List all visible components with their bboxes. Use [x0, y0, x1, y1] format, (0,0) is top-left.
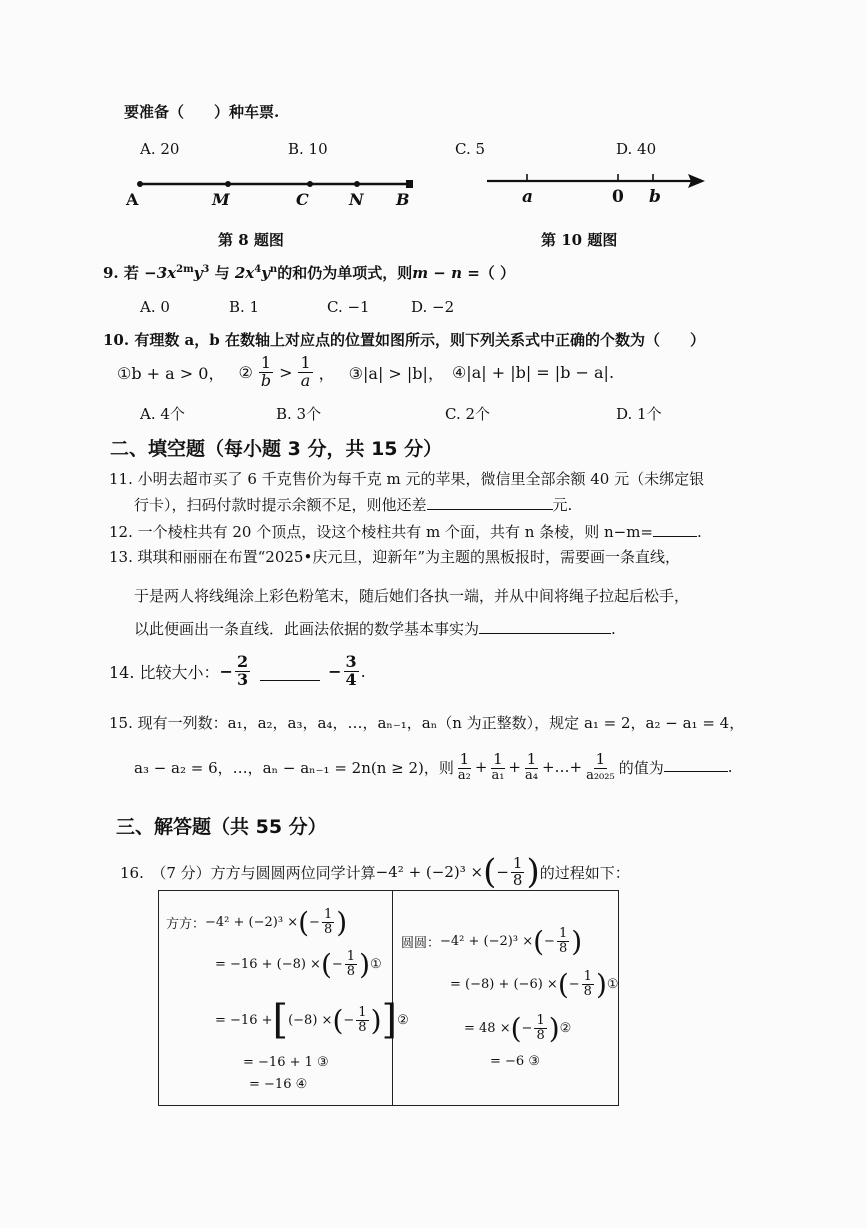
q9-stem: 9. 若 $-3x^{2m}y^3$ 与 $2x^4y^n$的和仍为单项式，则m − n =（ ） — [103, 264, 516, 282]
fangfang-line-2 — [215, 997, 409, 1043]
q15-frac-3: $\frac{1}{\text{a₄}}$ — [524, 750, 538, 783]
q13-blank[interactable] — [479, 633, 611, 634]
q11-line-1: 11. 小明去超市买了 6 千克售价为每千克 m 元的苹果，微信里全部余额 40 元（未绑定银 — [109, 470, 705, 488]
q9-option-a: A. 0 — [140, 298, 170, 316]
q9-option-d: D. −2 — [411, 298, 455, 316]
frac-one-eighth: $\frac{1}{8}$ — [536, 1013, 545, 1043]
right-paren: ) — [548, 1012, 560, 1045]
step-1-mark: ① — [606, 977, 619, 992]
q13-line-2: 于是两人将线绳涂上彩色粉笔末，随后她们各执一端，并从中间将绳子拉起后松手， — [134, 587, 690, 605]
fangfang-line-4: = −16 ④ — [249, 1077, 308, 1092]
relation-1: ①b + a > 0， — [117, 363, 225, 383]
minus-sign: − — [544, 934, 555, 949]
right-bracket: ] — [381, 997, 398, 1043]
q14-tail: . — [360, 661, 366, 681]
frac-one-eighth: $\frac{1}{8}$ — [583, 969, 592, 999]
left-paren: ( — [510, 1012, 522, 1045]
point-b-dot — [406, 180, 413, 188]
q16-suffix: 的过程如下： — [539, 863, 630, 882]
figure-10-caption: 第 10 题图 — [541, 231, 618, 249]
yuanyuan-label: 圆圆： — [401, 936, 441, 951]
q12-blank[interactable] — [653, 536, 697, 537]
right-paren: ) — [370, 1003, 382, 1037]
label-b: B — [396, 190, 410, 209]
yuanyuan-line-2 — [464, 1012, 571, 1045]
q9-option-c: C. −1 — [327, 298, 370, 316]
left-paren: ( — [483, 852, 497, 892]
label-c: C — [296, 190, 309, 209]
q10-option-a: A. 4个 — [140, 405, 185, 423]
q16-prefix: 16. （7 分）方方与圆圆两位同学计算 — [120, 863, 376, 882]
figure-8-caption: 第 8 题图 — [218, 231, 284, 249]
right-paren: ) — [336, 906, 348, 939]
minus-sign: − — [568, 977, 580, 992]
q14-neg-2: − — [328, 661, 342, 681]
q15-recurrence: a₃ − a₂ = 6，…，aₙ − aₙ₋₁ = 2n(n ≥ 2)，则 — [134, 758, 454, 777]
q8-option-c: C. 5 — [455, 140, 486, 158]
yuanyuan-step-1: = (−8) + (−6) × — [450, 977, 558, 992]
step-1-mark: ① — [370, 957, 382, 972]
q14-prefix: 14. 比较大小： — [109, 662, 220, 682]
q14-neg-1: − — [219, 661, 233, 681]
q15-dots: +…+ — [541, 758, 583, 777]
point-n-dot — [354, 181, 360, 187]
point-m-dot — [225, 181, 231, 187]
q15-plus-2: + — [508, 758, 521, 777]
q10-stem: 10. 有理数 a，b 在数轴上对应点的位置如图所示，则下列关系式中正确的个数为（ ） — [103, 331, 705, 349]
relation-2-frac-left: $\frac{1}{b}$ — [260, 353, 272, 390]
frac-one-eighth: $\frac{1}{8}$ — [346, 949, 356, 979]
q15-line-2 — [134, 752, 733, 782]
label-b-fig10: b — [649, 187, 661, 207]
q16-frac: $\frac{1}{8}$ — [512, 853, 523, 889]
yuanyuan-line-0 — [401, 925, 582, 958]
frac-one-eighth: $\frac{1}{8}$ — [558, 926, 568, 956]
q14-frac-2: $\frac{3}{4}$ — [345, 652, 357, 689]
relation-3: ③|a| > |b|， — [348, 363, 444, 383]
q14-blank[interactable] — [260, 680, 320, 681]
fangfang-step-2-inner: (−8) × — [288, 1012, 333, 1028]
right-paren: ) — [526, 852, 540, 892]
q14 — [109, 654, 366, 689]
q8-option-a: A. 20 — [140, 140, 180, 158]
section-3-heading: 三、解答题（共 55 分） — [116, 816, 327, 838]
q8-option-b: B. 10 — [288, 140, 328, 158]
figure-10-number-line — [485, 168, 710, 196]
label-m: M — [212, 190, 230, 209]
q15-frac-4: $\frac{1}{\text{a₂₀₂₅}}$ — [586, 750, 615, 783]
yuanyuan-expression: −4² + (−2)³ × — [440, 934, 534, 949]
q16-expression: −4² + (−2)³ × — [375, 863, 484, 881]
q15-value-label: 的值为 — [618, 758, 664, 777]
left-paren: ( — [332, 1003, 344, 1037]
fangfang-expression: −4² + (−2)³ × — [205, 915, 299, 930]
relation-2-op: > — [279, 362, 293, 382]
left-paren: ( — [557, 968, 569, 1001]
q9-option-b: B. 1 — [229, 298, 260, 316]
yuanyuan-line-3: = −6 ③ — [490, 1054, 540, 1069]
q16-stem — [120, 852, 630, 892]
minus-sign: − — [343, 1012, 355, 1028]
q10-option-c: C. 2个 — [445, 405, 491, 423]
fangfang-line-1 — [215, 948, 382, 981]
left-paren: ( — [533, 925, 545, 958]
q15-end: . — [727, 758, 733, 777]
frac-one-eighth: $\frac{1}{8}$ — [323, 907, 333, 937]
q13-line-1: 13. 琪琪和丽丽在布置“2025•庆元旦，迎新年”为主题的黑板报时，需要画一条直线， — [109, 548, 680, 566]
fangfang-label: 方方： — [166, 917, 206, 932]
minus-sign: − — [521, 1021, 533, 1036]
q13-line-3: 以此便画出一条直线．此画法依据的数学基本事实为 . — [134, 620, 616, 638]
q15-frac-2: $\frac{1}{\text{a₁}}$ — [491, 750, 505, 783]
label-n: N — [349, 190, 364, 209]
q8-stem-tail: 要准备（ ）种车票. — [124, 103, 280, 121]
q15-line-1: 15. 现有一列数：a₁，a₂，a₃，a₄，…，aₙ₋₁，aₙ（n 为正整数），规定 a₁ = 2，a₂ − a₁ = 4， — [109, 714, 745, 732]
left-paren: ( — [298, 906, 310, 939]
q15-blank[interactable] — [664, 771, 728, 772]
q15-plus-1: + — [474, 758, 488, 777]
relation-2-tail: ， — [318, 363, 335, 383]
minus-sign: − — [496, 863, 509, 881]
right-paren: ) — [595, 968, 607, 1001]
point-a-dot — [137, 181, 143, 187]
fangfang-line-3: = −16 + 1 ③ — [243, 1055, 329, 1070]
q10-option-b: B. 3个 — [276, 405, 322, 423]
left-bracket: [ — [272, 997, 289, 1043]
label-a-fig10: a — [522, 187, 534, 207]
yuanyuan-line-1 — [450, 968, 619, 1001]
yuanyuan-step-2: = 48 × — [464, 1021, 511, 1036]
relation-4: ④|a| + |b| = |b − a|. — [451, 362, 615, 382]
q15-frac-1: $\frac{1}{\text{a₂}}$ — [457, 750, 471, 783]
q14-frac-1: $\frac{2}{3}$ — [236, 652, 249, 689]
q10-option-d: D. 1个 — [616, 405, 662, 423]
fangfang-step-1: = −16 + (−8) × — [215, 957, 321, 972]
relation-2-frac-right: $\frac{1}{a}$ — [300, 353, 311, 390]
q8-option-d: D. 40 — [616, 140, 657, 158]
label-a: A — [126, 190, 139, 209]
fangfang-step-2: = −16 + — [215, 1012, 273, 1028]
q10-relations — [117, 355, 614, 390]
right-paren: ) — [359, 948, 371, 981]
q11-blank[interactable] — [427, 509, 553, 510]
q11-line-2: 行卡），扫码付款时提示余额不足，则他还差 元. — [134, 496, 573, 514]
figure-8-segment — [125, 172, 425, 212]
section-2-heading: 二、填空题（每小题 3 分，共 15 分） — [110, 438, 443, 460]
right-paren: ) — [571, 925, 583, 958]
q12: 12. 一个棱柱共有 20 个顶点，设这个棱柱共有 m 个面，共有 n 条棱，则 n−m= . — [109, 523, 702, 541]
minus-sign: − — [331, 957, 343, 972]
step-2-mark: ② — [559, 1021, 572, 1036]
step-2-mark: ② — [397, 1012, 409, 1028]
fangfang-line-0 — [166, 906, 347, 939]
minus-sign: − — [309, 915, 320, 930]
point-c-dot — [307, 181, 313, 187]
frac-one-eighth: $\frac{1}{8}$ — [358, 1004, 367, 1035]
relation-2-mark: ② — [238, 362, 253, 382]
label-zero: 0 — [612, 187, 624, 207]
left-paren: ( — [320, 948, 332, 981]
